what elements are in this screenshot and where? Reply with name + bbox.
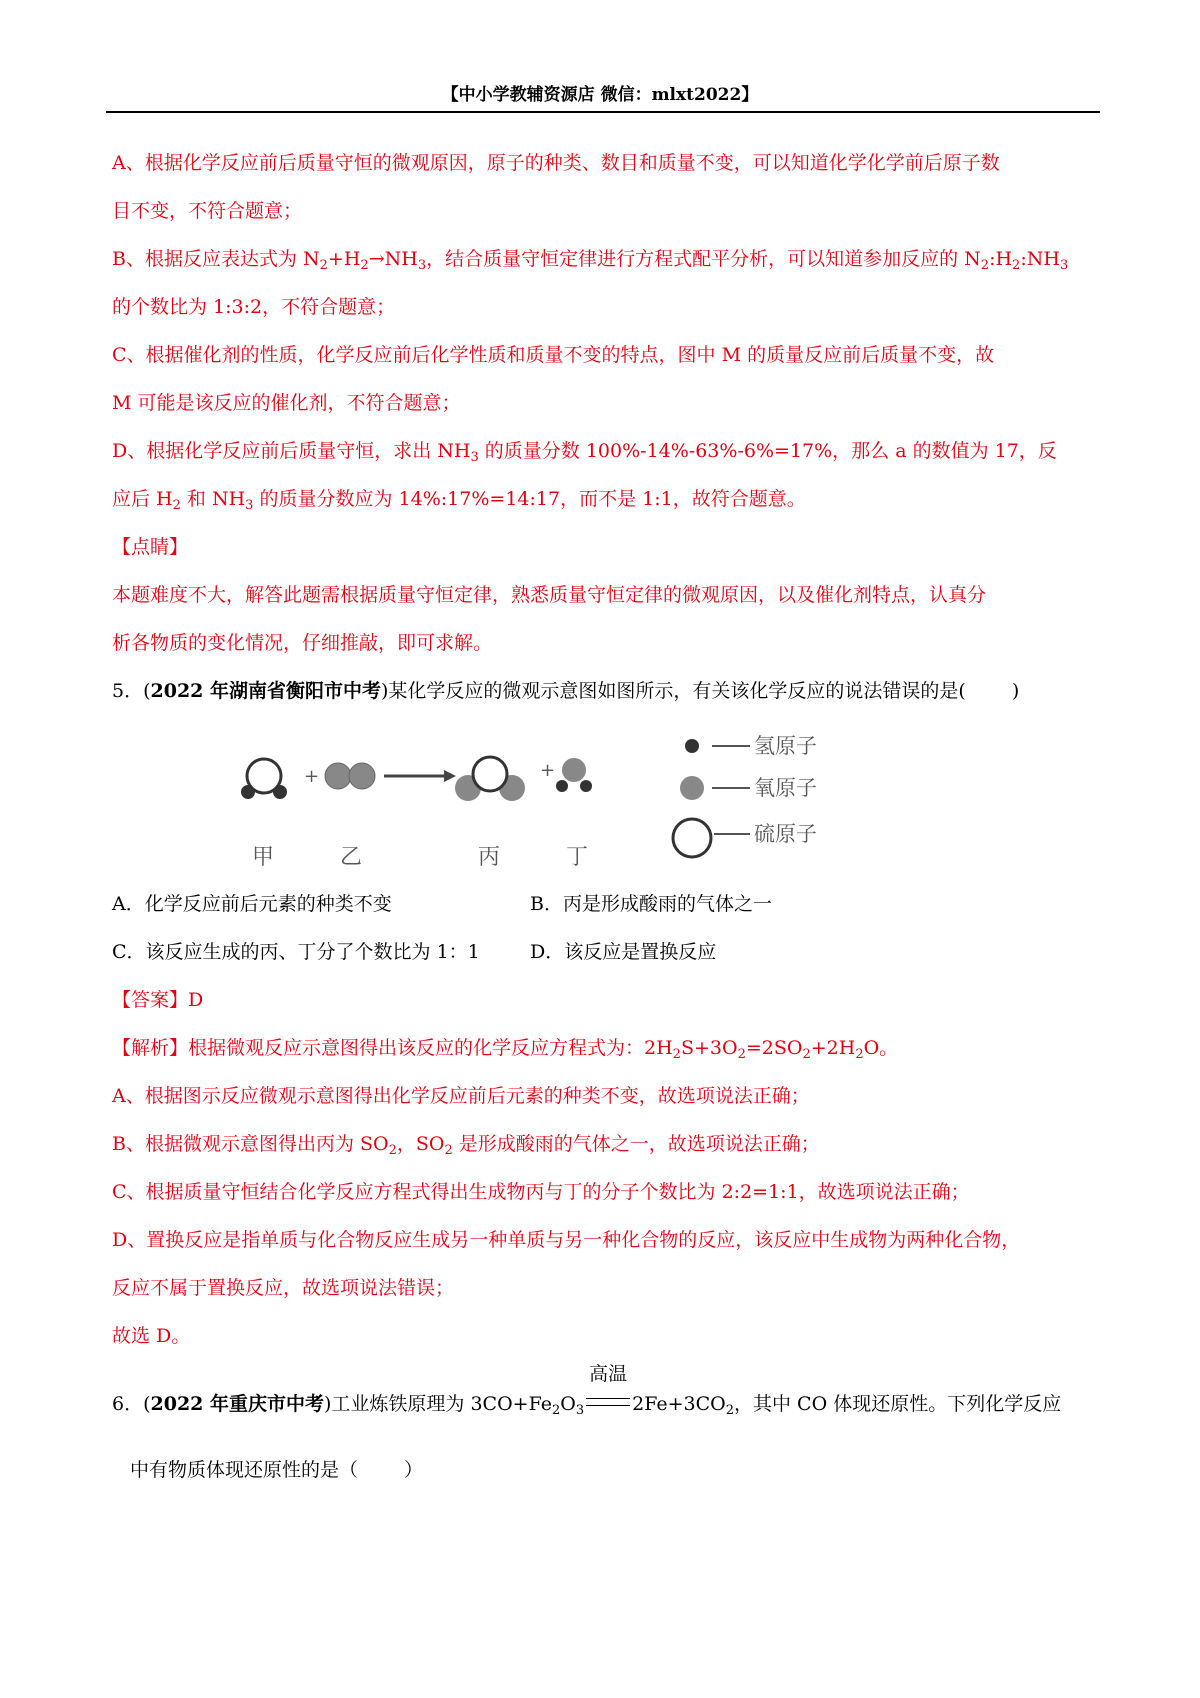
label-bing: 丙 [478,845,501,870]
question-5-final: 故选 D。 [112,1325,191,1347]
question-5-analysis-d-1: D、置换反应是指单质与化合物反应生成另一种单质与另一种化合物的反应，该反应中生成物为两种化合物， [112,1229,1021,1251]
analysis-b-line-2: 的个数比为 1:3:2，不符合题意； [112,296,396,318]
label-ding: 丁 [566,845,589,870]
question-5-analysis-a: A、根据图示反应微观示意图得出化学反应前后元素的种类不变，故选项说法正确； [112,1085,810,1107]
analysis-c-line-2: M 可能是该反应的催化剂，不符合题意； [112,392,461,414]
label-jia: 甲 [252,845,275,870]
question-5-answer: 【答案】D [112,989,204,1011]
plus-sign-2: + [540,760,556,781]
diagram-legend [673,734,817,857]
tip-line-2: 析各物质的变化情况，仔细推敲，即可求解。 [112,632,493,654]
question-5-analysis: 【解析】根据微观反应示意图得出该反应的化学反应方程式为：$2H_2S+3O_2=2SO_2+2H_2O$。 [112,1037,899,1062]
question-5-analysis-d-2: 反应不属于置换反应，故选项说法错误； [112,1277,455,1299]
legend-sulfur: 硫原子 [754,822,817,846]
analysis-a-line-1: A、根据化学反应前后质量守恒的微观原因，原子的种类、数目和质量不变，可以知道化学化学前后原子数 [112,152,1000,174]
analysis-b-line-1: B、根据反应表达式为 $N_2+H_2\to NH_3$，结合质量守恒定律进行方程式配平分析，可以知道参加反应的 $N_2:H_2:NH_3$ [112,248,1069,273]
molecule-yi [325,763,375,789]
question-6-stem: 6．(2022 年重庆市中考)工业炼铁原理为 $3CO+Fe_2O_3$ 高温 $2Fe+3CO_2$，其中 CO 体现还原性。下列化学反应 [112,1363,1062,1418]
question-5-options-row-1 [112,891,1102,939]
option-a: A．化学反应前后元素的种类不变 [112,893,392,915]
reaction-micro-diagram [222,726,842,886]
tip-label: 【点睛】 [112,536,189,558]
legend-oxygen: 氧原子 [754,776,817,800]
question-6-stem-line-2: 中有物质体现还原性的是（ ） [130,1459,424,1481]
label-yi: 乙 [340,845,363,870]
question-5-analysis-c: C、根据质量守恒结合化学反应方程式得出生成物丙与丁的分子个数比为 2:2=1:1，故选项说法正确； [112,1181,970,1203]
question-5-options-row-2 [112,939,1102,987]
tip-line-1: 本题难度不大，解答此题需根据质量守恒定律，熟悉质量守恒定律的微观原因，以及催化剂特点，认真分 [112,584,987,606]
reaction-condition: 高温 [584,1391,632,1417]
molecule-jia [241,759,287,799]
question-6-source: 2022 年重庆市中考 [150,1393,325,1415]
plus-sign: + [304,766,320,787]
analysis-c-line-1: C、根据催化剂的性质，化学反应前后化学性质和质量不变的特点，图中 M 的质量反应前后质量不变，故 [112,344,995,366]
question-5-stem: 5．(2022 年湖南省衡阳市中考)某化学反应的微观示意图如图所示，有关该化学反应的说法错误的是( ) [112,680,1020,702]
header-rule [106,111,1100,113]
analysis-d-line-2: 应后 $H_2$ 和 $NH_3$ 的质量分数应为 14%:17%=14:17，而不是 1:1，故符合题意。 [112,488,806,513]
option-b: B．丙是形成酸雨的气体之一 [530,893,772,915]
option-d: D．该反应是置换反应 [530,941,717,963]
option-c: C．该反应生成的丙、丁分了个数比为 1：1 [112,941,480,963]
molecule-ding [556,758,592,792]
question-5-source: 2022 年湖南省衡阳市中考 [150,680,382,702]
analysis-d-line-1: D、根据化学反应前后质量守恒，求出 $NH_3$ 的质量分数 100%-14%-63%-6%=17%，那么 a 的数值为 17，反 [112,440,1057,465]
page-header: 【中小学教辅资源店 微信：mlxt2022】 [441,85,759,105]
analysis-a-line-2: 目不变，不符合题意； [112,200,303,222]
question-5-analysis-b: B、根据微观示意图得出丙为 $SO_2$，$SO_2$ 是形成酸雨的气体之一，故选项说法正确； [112,1133,820,1158]
molecule-bing [455,757,525,801]
reaction-arrow [384,770,456,782]
page-content [112,150,1102,1505]
legend-hydrogen: 氢原子 [754,734,817,758]
